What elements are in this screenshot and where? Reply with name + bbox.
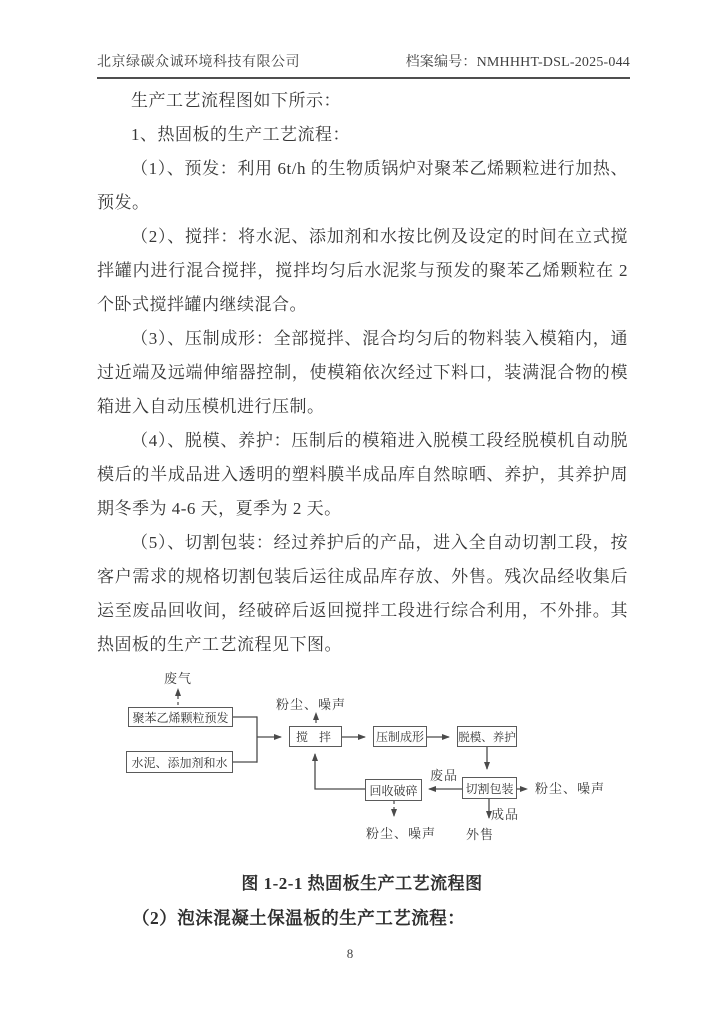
process-flow-diagram <box>0 655 724 850</box>
company-name: 北京绿碳众诚环境科技有限公司 <box>97 55 300 70</box>
flow-arrows-svg <box>0 655 724 850</box>
paragraph-step-2: （2）、搅拌：将水泥、添加剂和水按比例及设定的时间在立式搅拌罐内进行混合搅拌，搅拌均匀后水泥浆与预发的聚苯乙烯颗粒在 2 个卧式搅拌罐内继续混合。 <box>97 227 628 314</box>
flow-box-demoulding: 脱模、养护 <box>457 726 517 747</box>
paragraph-step-5: （5）、切割包装：经过养护后的产品，进入全自动切割工段，按客户需求的规格切割包装后运往成品库存放、外售。残次品经收集后运至废品回收间，经破碎后返回搅拌工段进行综合利用，不外排。其热固板的生产工艺流程见下图。 <box>97 533 628 654</box>
figure-caption: 图 1-2-1 热固板生产工艺流程图 <box>241 874 483 893</box>
label-external-sale: 外售 <box>466 827 495 842</box>
paragraph-step-3: （3）、压制成形：全部搅拌、混合均匀后的物料装入模箱内，通过近端及远端伸缩器控制，使模箱依次经过下料口，装满混合物的模箱进入自动压模机进行压制。 <box>97 329 628 416</box>
flow-box-raw-materials: 水泥、添加剂和水 <box>126 751 233 773</box>
body-text <box>97 84 628 662</box>
flow-box-recycling: 回收破碎 <box>365 779 422 801</box>
label-dust-noise-cutting: 粉尘、噪声 <box>535 781 606 796</box>
flow-box-cutting: 切割包装 <box>462 777 517 799</box>
page-number: 8 <box>346 946 354 961</box>
paragraph-intro: 生产工艺流程图如下所示： <box>131 91 341 110</box>
flow-box-pressing: 压制成形 <box>373 726 427 747</box>
label-finished-product: 成品 <box>491 807 520 822</box>
flow-box-pre-expansion: 聚苯乙烯颗粒预发 <box>128 707 233 727</box>
paragraph-section-1: 1、热固板的生产工艺流程： <box>131 125 350 144</box>
label-waste-gas: 废气 <box>164 671 193 686</box>
archive-number <box>406 51 630 71</box>
archive-number-label: 档案编号： <box>405 55 477 70</box>
label-waste-product: 废品 <box>430 768 459 783</box>
arrow-recycling-to-mixing <box>315 754 365 789</box>
paragraph-step-4: （4）、脱模、养护：压制后的模箱进入脱模工段经脱模机自动脱模后的半成品进入透明的塑料膜半成品库自然晾晒、养护，其养护周期冬季为 4-6 天，夏季为 2 天。 <box>97 431 628 518</box>
section-heading-next: （2）泡沫混凝土保温板的生产工艺流程： <box>132 908 466 928</box>
page-header <box>97 51 630 79</box>
flow-box-mixing: 搅 拌 <box>289 726 342 747</box>
label-dust-noise-mixing: 粉尘、噪声 <box>276 697 347 712</box>
label-dust-noise-recycling: 粉尘、噪声 <box>366 826 437 841</box>
archive-number-value: NMHHHT-DSL-2025-044 <box>476 55 630 70</box>
paragraph-step-1: （1）、预发：利用 6t/h 的生物质锅炉对聚苯乙烯颗粒进行加热、预发。 <box>97 159 628 212</box>
